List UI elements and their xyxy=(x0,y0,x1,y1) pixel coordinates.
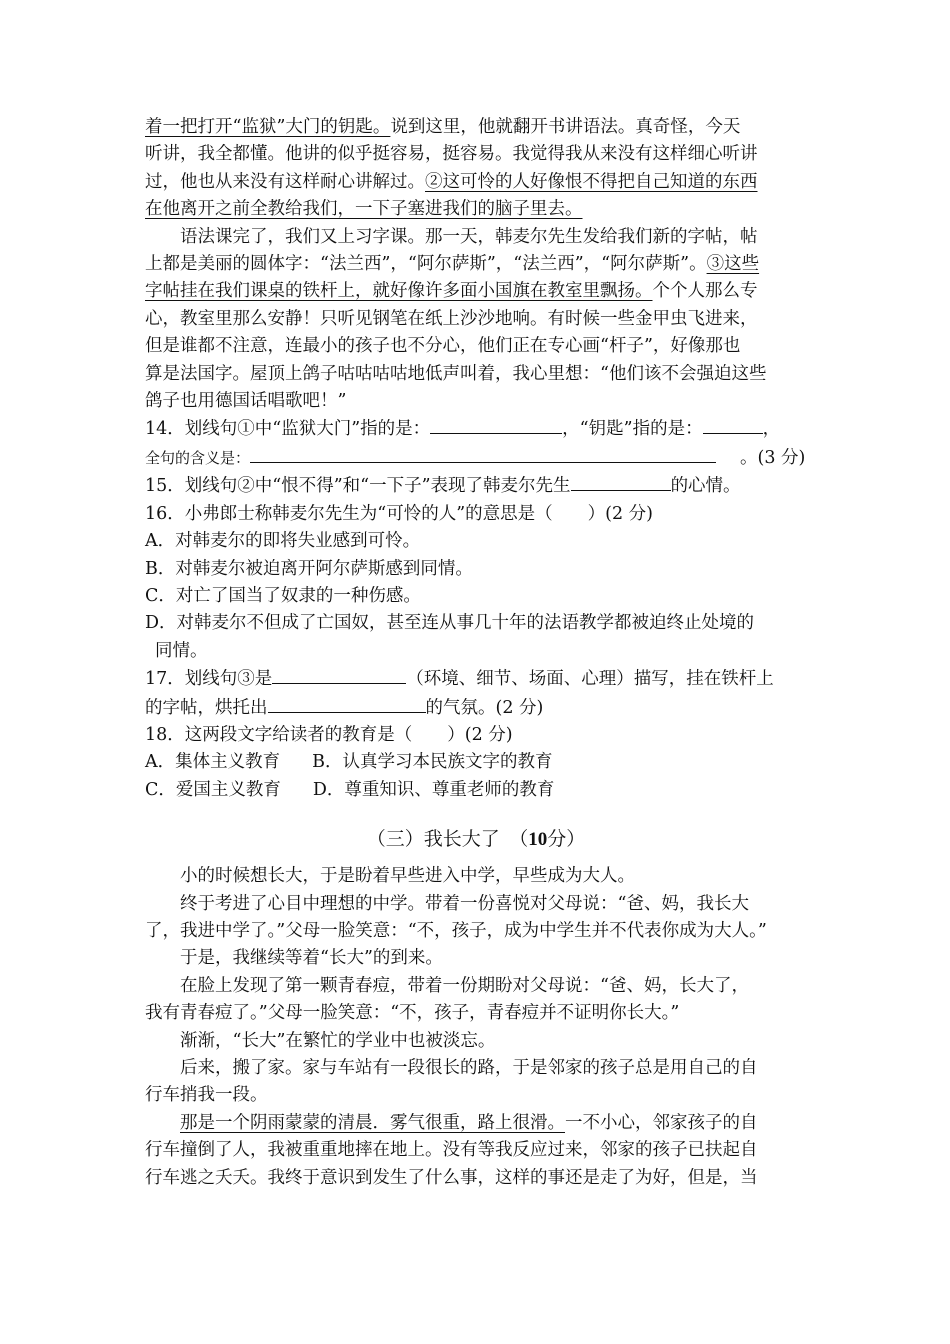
option-d[interactable]: D．对韩麦尔不但成了亡国奴，甚至连从事几十年的法语教学都被迫终止处境的 xyxy=(145,613,755,634)
underlined-sentence-2: ②这可怜的人好像恨不得把自己知道的东西 xyxy=(425,171,758,192)
passage-line: 过，他也从来没有这样耐心讲解过。②这可怜的人好像恨不得把自己知道的东西 xyxy=(145,171,758,192)
underlined-sentence-3-cont: 字帖挂在我们课桌的铁杆上，就好像许多面小国旗在教室里飘扬。 xyxy=(145,281,653,302)
passage-line: 心，教室里那么安静！只听见钢笔在纸上沙沙地响。有时候一些金甲虫飞进来， xyxy=(145,308,758,329)
option-d-cont: 同情。 xyxy=(155,640,208,661)
option-c[interactable]: C．对亡了国当了奴隶的一种伤感。 xyxy=(145,585,421,606)
option-b[interactable]: B．对韩麦尔被迫离开阿尔萨斯感到同情。 xyxy=(145,558,473,579)
question-14: 14．划线句①中“监狱大门”指的是： ，“钥匙”指的是： ， xyxy=(145,415,807,443)
options-row xyxy=(145,777,807,804)
passage-line: 后来，搬了家。家与车站有一段很长的路，于是邻家的孩子总是用自己的自 xyxy=(180,1058,758,1078)
option-a[interactable]: A．对韩麦尔的即将失业感到可怜。 xyxy=(145,531,421,552)
passage-line: 鸽子也用德国话唱歌吧！” xyxy=(145,391,347,412)
passage-line: 在脸上发现了第一颗青春痘，带着一份期盼对父母说：“爸、妈，长大了， xyxy=(180,975,749,996)
underlined-sentence-1: 着一把打开“监狱”大门的钥匙。 xyxy=(145,117,391,137)
section-title: （三）我长大了 （10分） xyxy=(366,828,586,851)
passage-line: 行车逃之夭夭。我终于意识到发生了什么事，这样的事还是走了为好，但是，当 xyxy=(145,1167,758,1188)
passage-line: 那是一个阴雨蒙蒙的清晨．雾气很重，路上很滑。一不小心，邻家孩子的自 xyxy=(180,1112,758,1133)
passage-line: 终于考进了心目中理想的中学。带着一份喜悦对父母说：“爸、妈，我长大 xyxy=(180,893,749,914)
underlined-sentence-3: ③这些 xyxy=(706,254,760,275)
passage-line: 了，我进中学了。”父母一脸笑意：“不，孩子，成为中学生并不代表你成为大人。” xyxy=(145,920,767,941)
answer-blank[interactable] xyxy=(268,694,426,713)
passage-line: 字帖挂在我们课桌的铁杆上，就好像许多面小国旗在教室里飘扬。个个人那么专 xyxy=(145,281,758,302)
question-17: 17．划线句③是 （环境、细节、场面、心理）描写，挂在铁杆上 xyxy=(145,665,807,693)
options-row xyxy=(145,749,807,776)
question-17-cont: 的字帖，烘托出 的气氛。(2 分) xyxy=(145,694,807,722)
question-15: 15．划线句②中“恨不得”和“一下子”表现了韩麦尔先生 的心情。 xyxy=(145,472,807,500)
option-a[interactable]: A．集体主义教育 xyxy=(145,752,281,773)
question-14-meaning: 全句的含义是： 。(3 分) xyxy=(145,444,807,472)
answer-blank[interactable] xyxy=(703,415,763,434)
exam-page xyxy=(145,114,807,1192)
underlined-sentence: 那是一个阴雨蒙蒙的清晨．雾气很重，路上很滑。 xyxy=(180,1112,565,1133)
option-b[interactable]: B．认真学习本民族文字的教育 xyxy=(312,752,553,773)
passage-line: 于是，我继续等着“长大”的到来。 xyxy=(180,948,443,969)
passage-line: 小的时候想长大，于是盼着早些进入中学，早些成为大人。 xyxy=(180,866,635,887)
question-16: 16．小弗郎士称韩麦尔先生为“可怜的人”的意思是（ ）(2 分) xyxy=(145,503,654,524)
option-d[interactable]: D．尊重知识、尊重老师的教育 xyxy=(312,779,555,800)
passage-line: 算是法国字。屋顶上鸽子咕咕咕咕地低声叫着，我心里想：“他们该不会强迫这些 xyxy=(145,363,767,384)
passage-line: 语法课完了，我们又上习字课。那一天，韩麦尔先生发给我们新的字帖，帖 xyxy=(180,226,758,247)
passage-line: 听讲，我全都懂。他讲的似乎挺容易，挺容易。我觉得我从来没有这样细心听讲 xyxy=(145,144,758,165)
passage-line: 行车撞倒了人，我被重重地摔在地上。没有等我反应过来，邻家的孩子已扶起自 xyxy=(145,1140,758,1161)
passage-line: 行车捎我一段。 xyxy=(145,1085,268,1106)
passage-line: 着一把打开“监狱”大门的钥匙。说到这里，他就翻开书讲语法。真奇怪，今天 xyxy=(145,117,741,137)
underlined-sentence-2-cont: 在他离开之前全教给我们，一下子塞进我们的脑子里去。 xyxy=(145,199,583,220)
question-18: 18．这两段文字给读者的教育是（ ）(2 分) xyxy=(145,724,513,745)
answer-blank[interactable] xyxy=(571,472,671,491)
passage-line: 渐渐，“长大”在繁忙的学业中也被淡忘。 xyxy=(180,1030,496,1051)
answer-blank[interactable] xyxy=(272,665,406,684)
passage-line: 上都是美丽的圆体字：“法兰西”，“阿尔萨斯”，“法兰西”，“阿尔萨斯”。③这些 xyxy=(145,254,760,275)
answer-blank[interactable] xyxy=(250,444,716,463)
answer-blank[interactable] xyxy=(430,415,562,434)
passage-line: 但是谁都不注意，连最小的孩子也不分心，他们正在专心画“杆子”，好像那也 xyxy=(145,336,741,357)
option-c[interactable]: C．爱国主义教育 xyxy=(145,779,281,800)
passage-line: 我有青春痘了。”父母一脸笑意：“不，孩子，青春痘并不证明你长大。” xyxy=(145,1003,680,1024)
passage-line xyxy=(145,196,807,223)
